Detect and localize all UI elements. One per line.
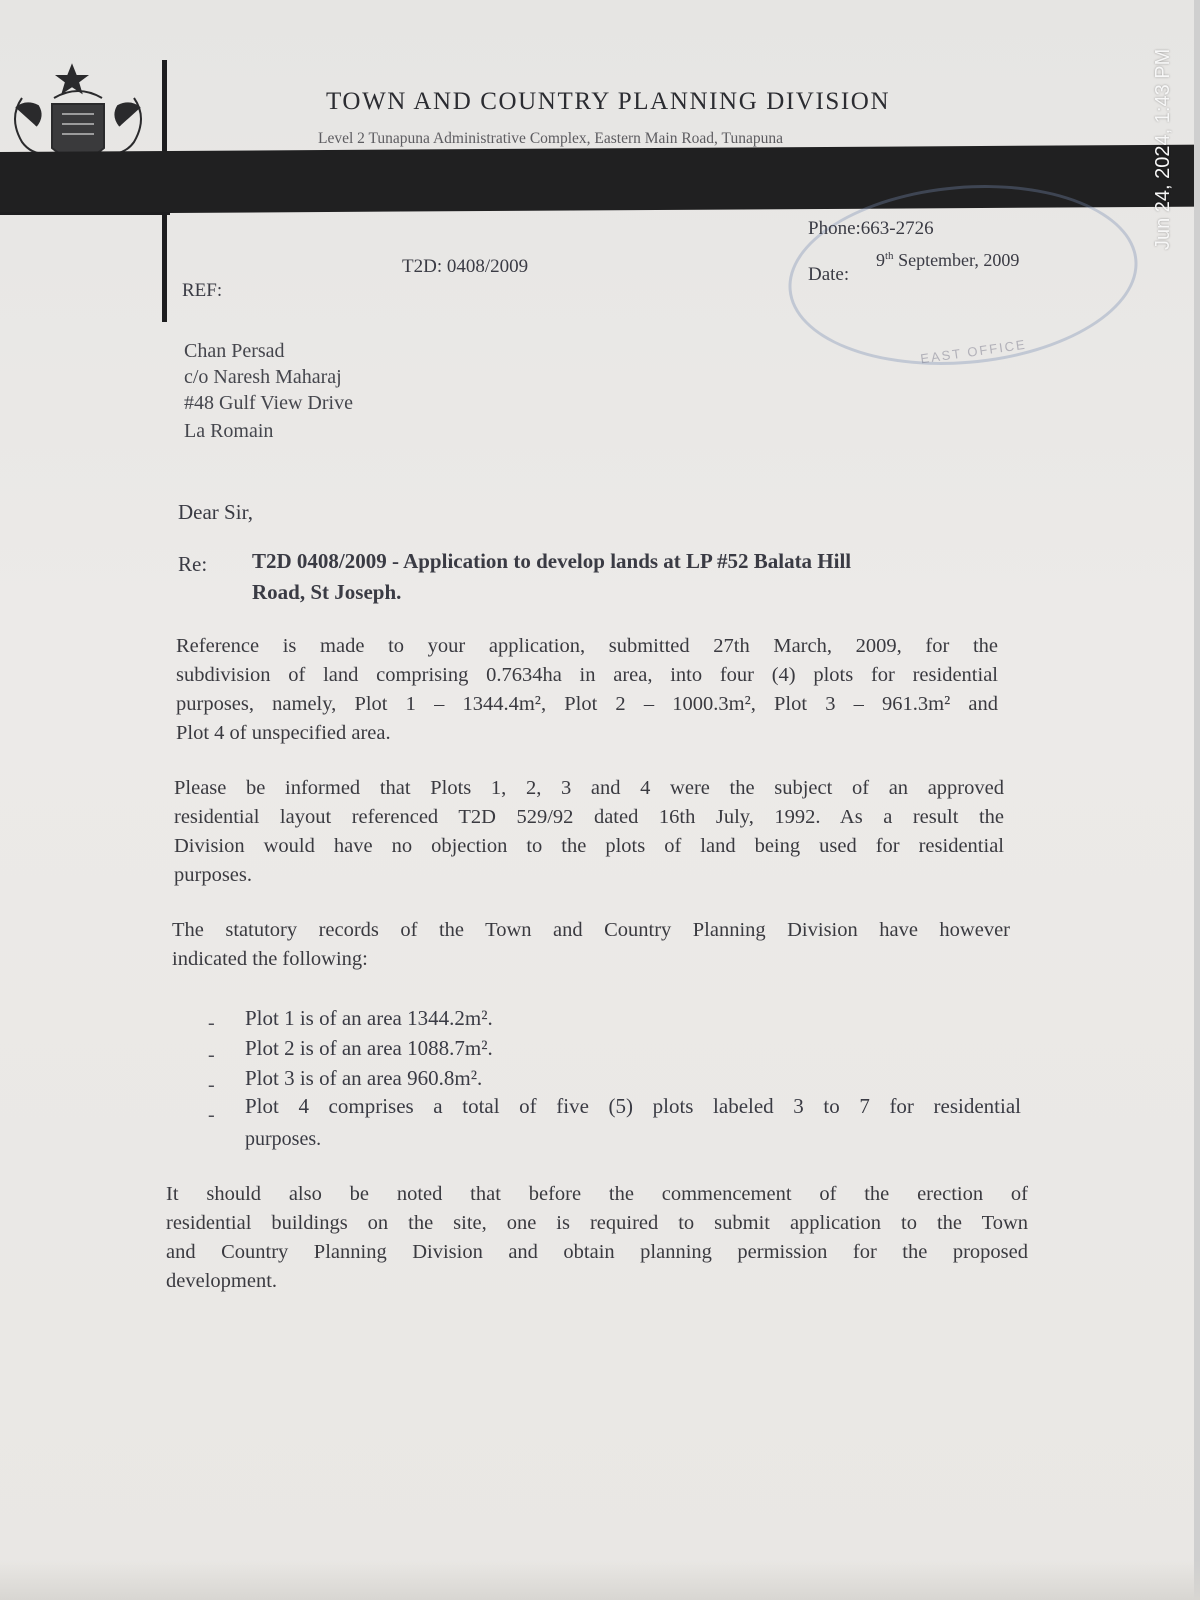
subject-line — [252, 546, 851, 608]
bullet-plot-2: Plot 2 is of an area 1088.7m². — [245, 1036, 493, 1060]
bullet-plot-1: Plot 1 is of an area 1344.2m². — [245, 1006, 493, 1030]
paragraph-application: Reference is made to your application, submitted 27th March, 2009, for the subdivision of land comprising 0.7634ha in area, into four (4) plots for residential purposes, namely, Plot 1 – 1344.4m², Plot 2 – 1000.3m², Plot 3 – 961.3m² and Plot 4 of unspecified area. — [176, 635, 998, 744]
recipient-town: La Romain — [184, 420, 274, 442]
header-rule — [0, 212, 170, 215]
photo-shadow — [0, 1560, 1200, 1600]
letter-date: 9th September, 2009 — [876, 250, 1020, 270]
photo-timestamp: Jun 24, 2024, 1:43 PM — [1152, 48, 1174, 250]
phone-number: 663-2726 — [860, 218, 934, 239]
recipient-care-of: c/o Naresh Maharaj — [184, 366, 342, 388]
bullet-dash: - — [208, 1012, 215, 1034]
paragraph-approval: Please be informed that Plots 1, 2, 3 and 4 were the subject of an approved residential layout referenced T2D 529/92 dated 16th July, 1992. As a result the Division would have no objection to the plots of land being used for residential purposes. — [174, 777, 1004, 886]
subject-label: Re: — [178, 552, 208, 576]
phone-line — [808, 218, 934, 240]
org-title: TOWN AND COUNTRY PLANNING DIVISION — [326, 88, 891, 115]
subject-line-2: Road, St Joseph. — [252, 580, 402, 604]
recipient-name: Chan Persad — [184, 340, 285, 362]
subject-line-1: T2D 0408/2009 - Application to develop lands at LP #52 Balata Hill — [252, 549, 852, 573]
bullet-dash: - — [208, 1104, 215, 1126]
reference-number: T2D: 0408/2009 — [402, 256, 529, 277]
photo-edge — [1194, 0, 1200, 1600]
paragraph-records: The statutory records of the Town and Country Planning Division have however indicated the following: — [172, 919, 1010, 970]
org-address: Level 2 Tunapuna Administrative Complex, Eastern Main Road, Tunapuna — [318, 130, 783, 147]
bullet-plot-3: Plot 3 is of an area 960.8m². — [245, 1066, 483, 1090]
reference-label: REF: — [182, 280, 223, 301]
paragraph-permission: It should also be noted that before the commencement of the erection of residential buildings on the site, one is required to submit application to the Town and Country Planning Division and obtain planning permission for the proposed development. — [166, 1183, 1028, 1292]
bullet-dash: - — [208, 1044, 215, 1066]
stamp-text: EAST OFFICE — [919, 336, 1028, 367]
bullet-dash: - — [208, 1074, 215, 1096]
date-label: Date: — [808, 264, 850, 285]
recipient-street: #48 Gulf View Drive — [184, 392, 353, 414]
salutation: Dear Sir, — [178, 500, 253, 524]
bullet-plot-4: Plot 4 comprises a total of five (5) plots labeled 3 to 7 for residential — [245, 1094, 1021, 1118]
phone-label: Phone: — [808, 218, 861, 239]
bullet-plot-4-cont: purposes. — [245, 1128, 322, 1150]
